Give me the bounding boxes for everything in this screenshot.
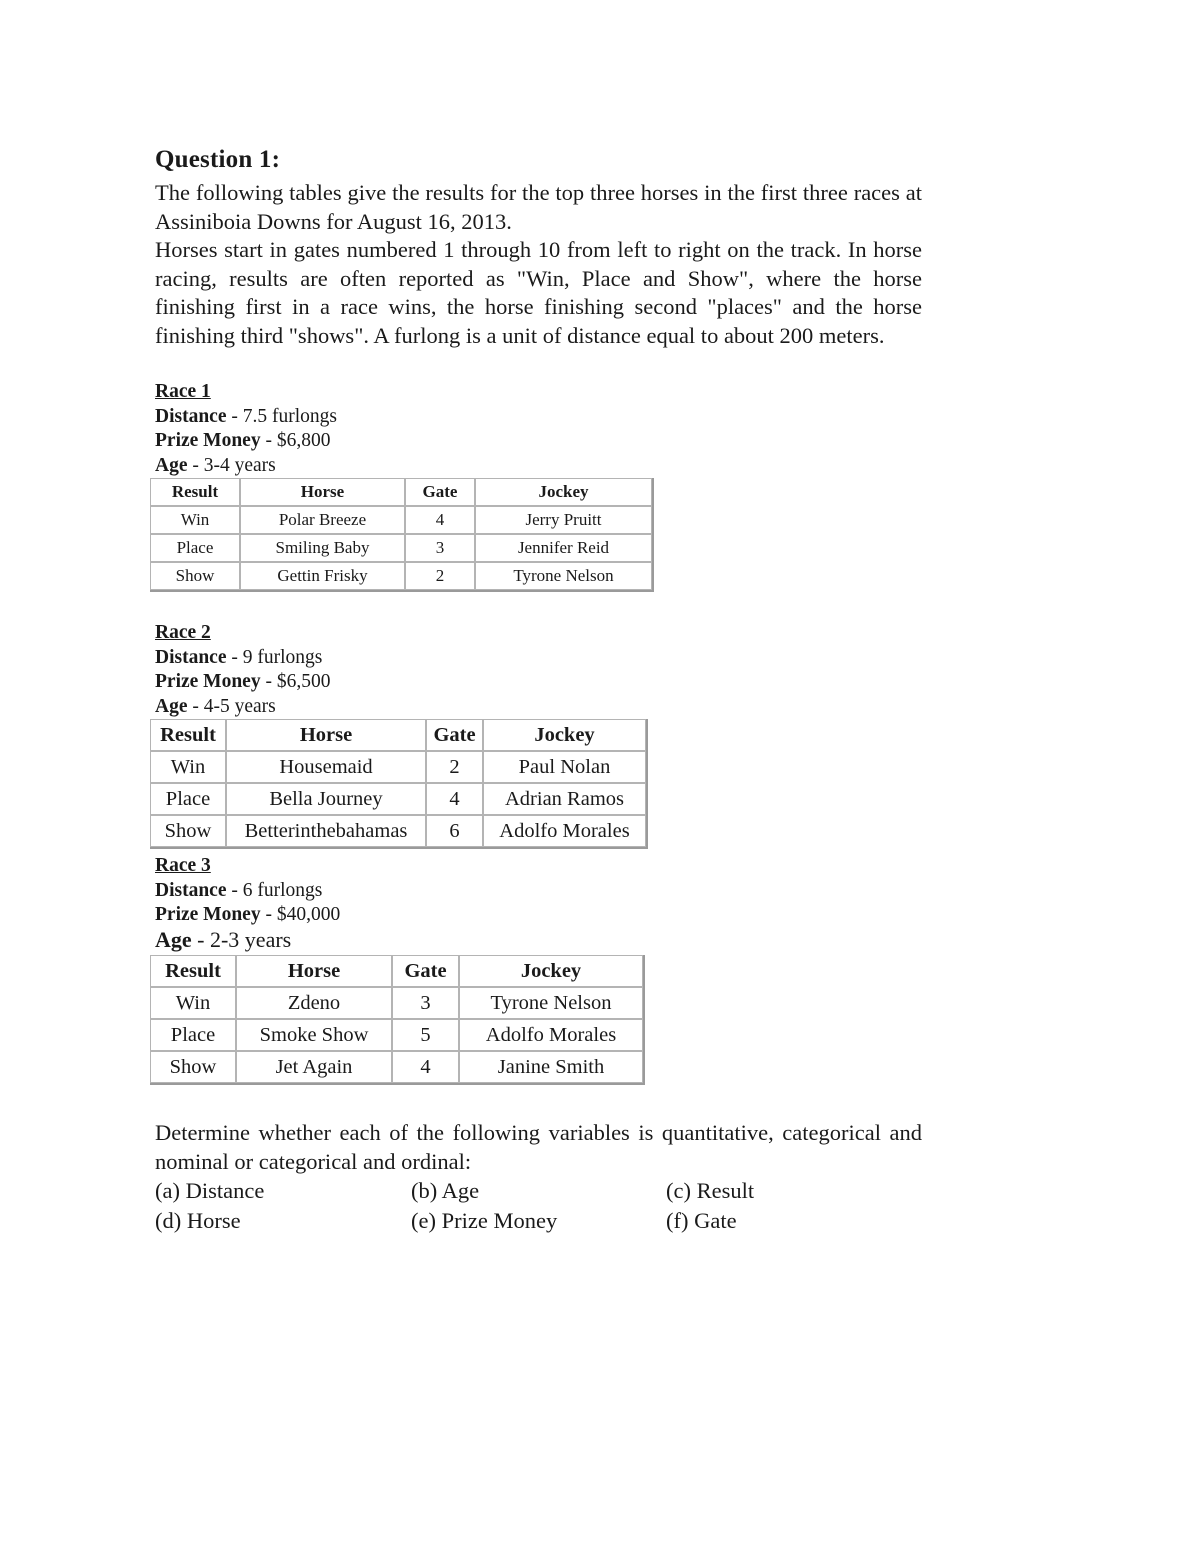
- table-row: [150, 751, 646, 783]
- cell-gate: 3: [392, 987, 459, 1019]
- explanation-paragraph: Horses start in gates numbered 1 through 10 from left to right on the track. In horse racing, results are often reported as "Win, Place and Show", where the horse finishing first in a race wins, the horse finishing second "places" and the horse finishing third "shows". A furlong is a unit of distance equal to about 200 meters.: [155, 237, 922, 349]
- cell-gate: 4: [392, 1051, 459, 1083]
- cell-result: Win: [150, 751, 226, 783]
- race-distance: Distance - 6 furlongs: [155, 879, 323, 901]
- cell-horse: Zdeno: [236, 987, 392, 1019]
- table-header-row: [150, 719, 646, 751]
- cell-horse: Bella Journey: [226, 783, 426, 815]
- header-gate: Gate: [405, 478, 475, 506]
- cell-gate: 2: [405, 562, 475, 590]
- table-row: [150, 1019, 643, 1051]
- cell-result: Place: [150, 783, 226, 815]
- race-prize-money: Prize Money - $40,000: [155, 904, 341, 925]
- task-paragraph: Determine whether each of the following variables is quantitative, categorical and nominal or categorical and ordinal:: [155, 1120, 922, 1174]
- race-3-results-table: [150, 955, 645, 1085]
- race-1-results-table: [150, 478, 654, 592]
- cell-result: Show: [150, 1051, 236, 1083]
- race-prize-money: Prize Money - $6,800: [155, 430, 331, 451]
- race-distance: Distance - 9 furlongs: [155, 646, 323, 668]
- cell-gate: 4: [426, 783, 483, 815]
- cell-horse: Gettin Frisky: [240, 562, 405, 590]
- cell-jockey: Paul Nolan: [483, 751, 646, 783]
- table-header-row: [150, 478, 652, 506]
- cell-horse: Polar Breeze: [240, 506, 405, 534]
- header-gate: Gate: [392, 955, 459, 987]
- table-row: [150, 1051, 643, 1083]
- race-2-info: [155, 621, 330, 719]
- race-prize-money: Prize Money - $6,500: [155, 671, 331, 692]
- header-result: Result: [150, 719, 226, 751]
- cell-result: Place: [150, 1019, 236, 1051]
- question-title: Question 1:: [155, 146, 281, 173]
- cell-result: Place: [150, 534, 240, 562]
- cell-horse: Smoke Show: [236, 1019, 392, 1051]
- cell-result: Show: [150, 815, 226, 847]
- race-1-info: [155, 380, 337, 478]
- race-title: Race 2: [155, 622, 211, 643]
- race-title: Race 1: [155, 381, 211, 402]
- table-row: [150, 783, 646, 815]
- header-horse: Horse: [240, 478, 405, 506]
- cell-gate: 4: [405, 506, 475, 534]
- table-row: [150, 506, 652, 534]
- option-f: (f) Gate: [666, 1208, 737, 1233]
- cell-result: Win: [150, 506, 240, 534]
- cell-horse: Jet Again: [236, 1051, 392, 1083]
- option-c: (c) Result: [666, 1178, 755, 1203]
- option-b: (b) Age: [411, 1178, 480, 1203]
- cell-jockey: Tyrone Nelson: [459, 987, 643, 1019]
- table-row: [150, 987, 643, 1019]
- cell-jockey: Jerry Pruitt: [475, 506, 652, 534]
- header-result: Result: [150, 478, 240, 506]
- intro-paragraph: The following tables give the results for the top three horses in the first three races at Assiniboia Downs for August 16, 2013.: [155, 180, 922, 234]
- table-row: [150, 534, 652, 562]
- cell-jockey: Janine Smith: [459, 1051, 643, 1083]
- race-age: Age - 2-3 years: [155, 926, 292, 952]
- race-title: Race 3: [155, 855, 211, 876]
- header-jockey: Jockey: [459, 955, 643, 987]
- cell-horse: Betterinthebahamas: [226, 815, 426, 847]
- cell-horse: Smiling Baby: [240, 534, 405, 562]
- race-distance: Distance - 7.5 furlongs: [155, 405, 337, 427]
- header-gate: Gate: [426, 719, 483, 751]
- cell-gate: 2: [426, 751, 483, 783]
- cell-jockey: Adolfo Morales: [459, 1019, 643, 1051]
- cell-jockey: Tyrone Nelson: [475, 562, 652, 590]
- race-age: Age - 4-5 years: [155, 695, 276, 717]
- option-a: (a) Distance: [155, 1178, 265, 1203]
- table-row: [150, 562, 652, 590]
- cell-gate: 5: [392, 1019, 459, 1051]
- cell-gate: 3: [405, 534, 475, 562]
- header-result: Result: [150, 955, 236, 987]
- race-age: Age - 3-4 years: [155, 454, 276, 476]
- option-e: (e) Prize Money: [411, 1208, 558, 1233]
- table-header-row: [150, 955, 643, 987]
- header-horse: Horse: [236, 955, 392, 987]
- cell-result: Win: [150, 987, 236, 1019]
- cell-jockey: Adolfo Morales: [483, 815, 646, 847]
- header-jockey: Jockey: [475, 478, 652, 506]
- option-d: (d) Horse: [155, 1208, 241, 1233]
- cell-jockey: Adrian Ramos: [483, 783, 646, 815]
- cell-gate: 6: [426, 815, 483, 847]
- race-3-info: [155, 854, 340, 952]
- cell-result: Show: [150, 562, 240, 590]
- table-row: [150, 815, 646, 847]
- race-2-results-table: [150, 719, 648, 849]
- cell-jockey: Jennifer Reid: [475, 534, 652, 562]
- header-jockey: Jockey: [483, 719, 646, 751]
- header-horse: Horse: [226, 719, 426, 751]
- cell-horse: Housemaid: [226, 751, 426, 783]
